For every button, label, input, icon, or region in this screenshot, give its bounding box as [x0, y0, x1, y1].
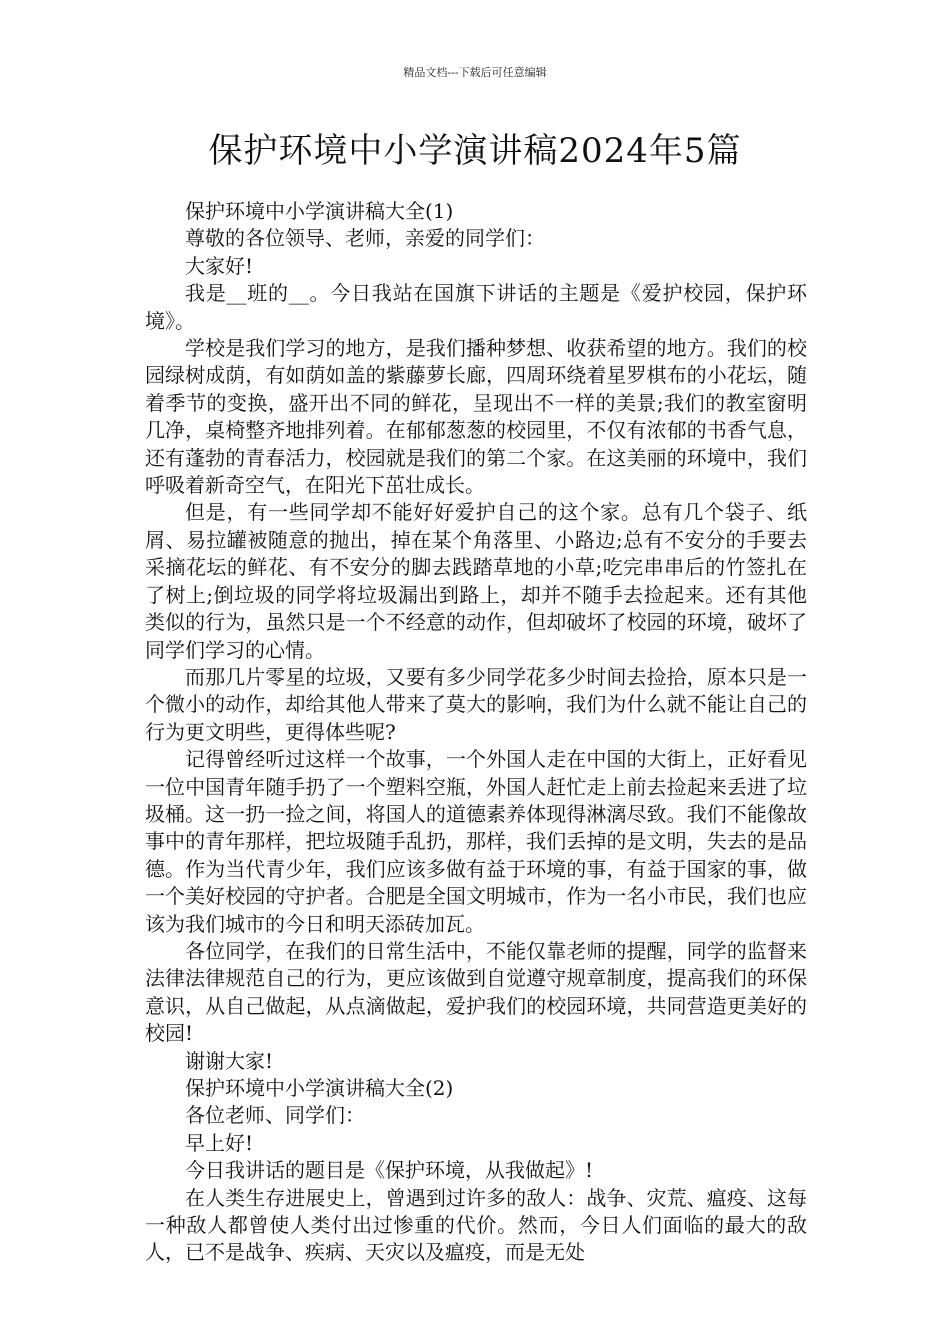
body-paragraph: 我是__班的__。今日我站在国旗下讲话的主题是《爱护校园，保护环境》。 — [145, 281, 807, 333]
body-paragraph: 学校是我们学习的地方，是我们播种梦想、收获希望的地方。我们的校园绿树成荫，有如荫如盖的紫藤萝长廊，四周环绕着星罗棋布的小花坛，随着季节的变换，盛开出不同的鲜花，呈现出不一样的美景;我们的教室窗明几净，桌椅整齐地排列着。在郁郁葱葱的校园里，不仅有浓郁的书香气息，还有蓬勃的青春活力，校园就是我们的第二个家。在这美丽的环境中，我们呼吸着新奇空气，在阳光下茁壮成长。 — [145, 336, 807, 498]
section-heading-2: 保护环境中小学演讲稿大全(2) — [185, 1076, 454, 1100]
salutation-paragraph: 各位老师、同学们： — [185, 1103, 365, 1128]
greeting-paragraph: 大家好! — [185, 253, 254, 278]
body-paragraph: 在人类生存进展史上，曾遇到过许多的敌人：战争、灾荒、瘟疫、这每一种敌人都曾使人类付出过惨重的代价。然而，今日人们面临的最大的敌人，已不是战争、疾病、天灾以及瘟疫，而是无处 — [145, 1185, 807, 1265]
section-heading-1: 保护环境中小学演讲稿大全(1) — [185, 199, 454, 223]
document-title: 保护环境中小学演讲稿2024年5篇 — [208, 131, 742, 171]
page-header-watermark: 精品文档---下载后可任意编辑 — [403, 66, 547, 79]
salutation-paragraph: 尊敬的各位领导、老师，亲爱的同学们： — [185, 226, 545, 251]
greeting-paragraph: 早上好! — [185, 1130, 254, 1155]
body-paragraph: 记得曾经听过这样一个故事，一个外国人走在中国的大街上，正好看见一位中国青年随手扔了一个塑料空瓶，外国人赶忙走上前去捡起来丢进了垃圾桶。这一扔一捡之间，将国人的道德素养体现得淋漓尽致。我们不能像故事中的青年那样，把垃圾随手乱扔，那样，我们丢掉的是文明，失去的是品德。作为当代青少年，我们应该多做有益于环境的事，有益于国家的事，做一个美好校园的守护者。合肥是全国文明城市，作为一名小市民，我们也应该为我们城市的今日和明天添砖加瓦。 — [145, 747, 807, 936]
document-body — [145, 198, 807, 1267]
body-paragraph: 而那几片零星的垃圾，又要有多少同学花多少时间去捡拾，原本只是一个微小的动作，却给其他人带来了莫大的影响，我们为什么就不能让自己的行为更文明些，更得体些呢? — [145, 664, 807, 744]
body-paragraph: 今日我讲话的题目是《保护环境，从我做起》! — [185, 1158, 594, 1183]
body-paragraph: 但是，有一些同学却不能好好爱护自己的这个家。总有几个袋子、纸屑、易拉罐被随意的抛出，掉在某个角落里、小路边;总有不安分的手要去采摘花坛的鲜花、有不安分的脚去践踏草地的小草;吃完串串后的竹签扎在了树上;倒垃圾的同学将垃圾漏出到路上，却并不随手去捡起来。还有其他类似的行为，虽然只是一个不经意的动作，但却破坏了校园的环境，破坏了同学们学习的心情。 — [145, 500, 807, 662]
body-paragraph: 各位同学，在我们的日常生活中，不能仅靠老师的提醒，同学的监督来法律法律规范自己的行为，更应该做到自觉遵守规章制度，提高我们的环保意识，从自己做起，从点滴做起，爱护我们的校园环境，共同营造更美好的校园! — [145, 938, 807, 1046]
closing-paragraph: 谢谢大家! — [185, 1048, 274, 1073]
